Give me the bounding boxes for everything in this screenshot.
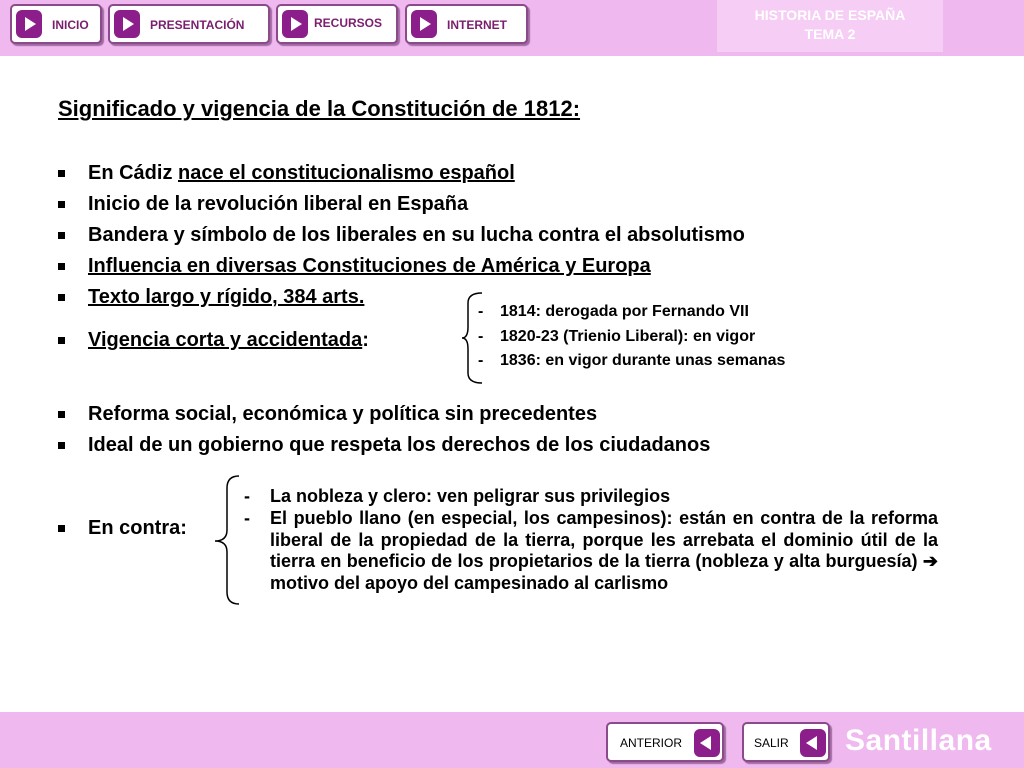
- nav-recursos-label: RECURSOS: [314, 16, 383, 30]
- play-right-icon: [282, 10, 308, 38]
- square-bullet-icon: [58, 201, 65, 208]
- curly-brace-icon: [213, 474, 243, 606]
- play-left-icon: [694, 729, 720, 757]
- dash-marker: -: [478, 352, 484, 369]
- square-bullet-icon: [58, 294, 65, 301]
- nav-internet-button[interactable]: [405, 4, 528, 44]
- bullet-text-underlined: nace el constitucionalismo español: [178, 162, 515, 184]
- bullet-text-plain: :: [362, 329, 369, 351]
- bullet-text: Inicio de la revolución liberal en España: [88, 193, 469, 215]
- bullet-text: [88, 329, 369, 352]
- square-bullet-icon: [58, 232, 65, 239]
- course-title-box: [717, 0, 943, 52]
- slide-title: Significado y vigencia de la Constitución de 1812:: [58, 96, 581, 121]
- play-right-icon: [16, 10, 42, 38]
- square-bullet-icon: [58, 170, 65, 177]
- play-right-icon: [114, 10, 140, 38]
- bullet-text: En contra:: [88, 517, 187, 539]
- contra-text: La nobleza y clero: ven peligrar sus privilegios: [270, 486, 671, 506]
- salir-button[interactable]: [742, 722, 830, 762]
- salir-label: SALIR: [754, 736, 789, 750]
- vigencia-text: 1820-23 (Trienio Liberal): en vigor: [500, 328, 756, 345]
- bullet-text: [88, 162, 515, 185]
- vigencia-text: 1836: en vigor durante unas semanas: [500, 352, 786, 369]
- dash-marker: -: [244, 486, 250, 506]
- bullet-text-underlined: Vigencia corta y accidentada: [88, 329, 363, 351]
- bullet-text: Influencia en diversas Constituciones de América y Europa: [88, 255, 651, 277]
- bullet-text: Ideal de un gobierno que respeta los derechos de los ciudadanos: [88, 434, 711, 456]
- dash-marker: -: [244, 508, 250, 528]
- vigencia-text: 1814: derogada por Fernando VII: [500, 303, 749, 320]
- nav-inicio-label: INICIO: [52, 18, 89, 32]
- bullet-text-plain: En Cádiz: [88, 162, 179, 184]
- nav-presentacion-button[interactable]: [108, 4, 270, 44]
- square-bullet-icon: [58, 411, 65, 418]
- anterior-button[interactable]: [606, 722, 724, 762]
- bullet-text: Bandera y símbolo de los liberales en su lucha contra el absolutismo: [88, 224, 745, 246]
- dash-marker: -: [478, 303, 484, 320]
- contra-text: El pueblo llano (en especial, los campesinos): están en contra de la reforma liberal de la propiedad de la tierra, porque les arrebata el dominio útil de la tierra en beneficio de los propietarios de la tierra (nobleza y alta burguesía) ➔ motivo del apoyo del campesinado al carlismo: [270, 508, 938, 593]
- nav-internet-label: INTERNET: [447, 18, 507, 32]
- square-bullet-icon: [58, 442, 65, 449]
- square-bullet-icon: [58, 337, 65, 344]
- play-right-icon: [411, 10, 437, 38]
- top-navigation-bar: [0, 0, 1024, 56]
- nav-inicio-button[interactable]: [10, 4, 102, 44]
- dash-marker: -: [478, 328, 484, 345]
- anterior-label: ANTERIOR: [620, 736, 683, 750]
- bullet-text: Texto largo y rígido, 384 arts.: [88, 286, 365, 308]
- square-bullet-icon: [58, 263, 65, 270]
- nav-presentacion-label: PRESENTACIÓN: [150, 18, 245, 32]
- course-topic: TEMA 2: [804, 26, 856, 42]
- course-title: HISTORIA DE ESPAÑA: [754, 7, 906, 23]
- nav-recursos-button[interactable]: [276, 4, 398, 44]
- square-bullet-icon: [58, 525, 65, 532]
- play-left-icon: [800, 729, 826, 757]
- bullet-text: Reforma social, económica y política sin precedentes: [88, 403, 598, 425]
- brand-logo: Santillana: [845, 724, 992, 757]
